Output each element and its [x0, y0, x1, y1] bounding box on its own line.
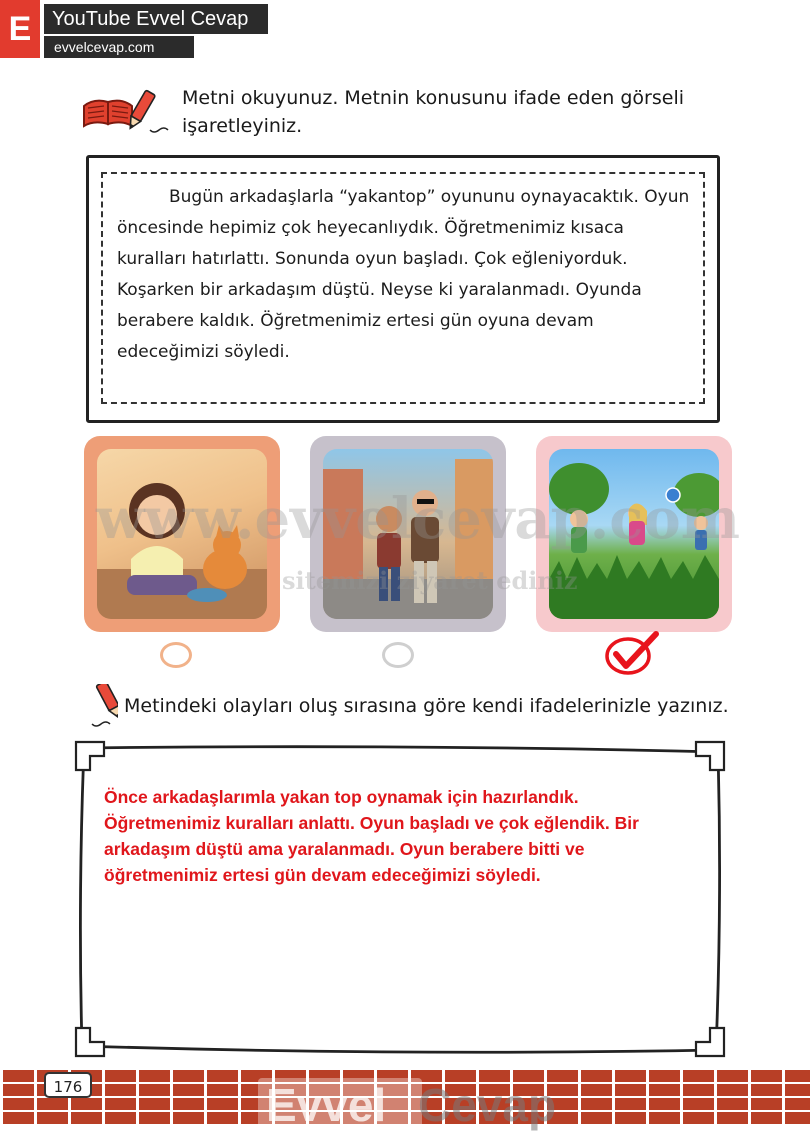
story-box [86, 155, 720, 423]
question-1-line-1: Metni okuyunuz. Metnin konusunu ifade eden görseli [182, 87, 684, 109]
choice-circle-3-checked[interactable] [604, 630, 660, 680]
boys-walking-illustration [323, 449, 493, 619]
book-pencil-icon [80, 84, 176, 140]
site-url[interactable]: evvelcevap.com [44, 36, 194, 58]
question-1-line-2: işaretleyiniz. [182, 115, 303, 137]
picture-option-kids-playing-ball[interactable] [536, 436, 732, 632]
kids-playing-ball-image [549, 449, 719, 619]
pencil-icon [84, 684, 118, 728]
footer-watermark-cevap: Cevap [418, 1079, 557, 1131]
answer-text[interactable]: Önce arkadaşlarımla yakan top oynamak için hazırlandık. Öğretmenimiz kuralları anlattı. Oyun başladı ve çok eğlendik. Bir arkadaşım düştü ama yaralanmadı. Oyun berabere bitti ve öğretmenimiz ertesi gün devam edeceğimizi söyledi. [104, 787, 639, 885]
question-1 [80, 84, 684, 140]
choice-circle-2[interactable] [382, 642, 414, 668]
watermark-site: www.evvelcevap.com [96, 486, 740, 552]
brand-logo[interactable]: E [0, 0, 40, 58]
channel-title[interactable]: YouTube Evvel Cevap [44, 4, 268, 34]
checkmark-icon [604, 630, 660, 676]
question-2-text: Metindeki olayları oluş sırasına göre kendi ifadelerinizle yazınız. [124, 695, 729, 717]
watermark-visit: sitemizi ziyaret ediniz [282, 566, 578, 595]
choice-circle-1[interactable] [160, 642, 192, 668]
question-2 [84, 684, 729, 728]
page-number: 176 [44, 1072, 92, 1098]
footer-watermark-plate [258, 1078, 422, 1132]
question-1-text [182, 84, 684, 140]
answer-box[interactable] [74, 740, 726, 1058]
kids-playing-ball-illustration [549, 449, 719, 619]
picture-option-boys-walking[interactable] [310, 436, 506, 632]
footer-watermark-evvel: Evvel [266, 1079, 387, 1131]
girl-cat-image [97, 449, 267, 619]
story-text: Bugün arkadaşlarla “yakantop” oyununu oynayacaktık. Oyun öncesinde hepimiz çok heyecanlıydık. Öğretmenimiz kısaca kuralları hatırlattı. Sonunda oyun başladı. Çok eğleniyorduk. Koşarken bir arkadaşım düştü. Neyse ki yaralanmadı. Oyunda berabere kaldık. Öğretmenimiz ertesi gün oyuna devam edeceğimizi söyledi. [117, 187, 690, 362]
girl-cat-illustration [97, 449, 267, 619]
picture-option-girl-cat[interactable] [84, 436, 280, 632]
boys-walking-image [323, 449, 493, 619]
